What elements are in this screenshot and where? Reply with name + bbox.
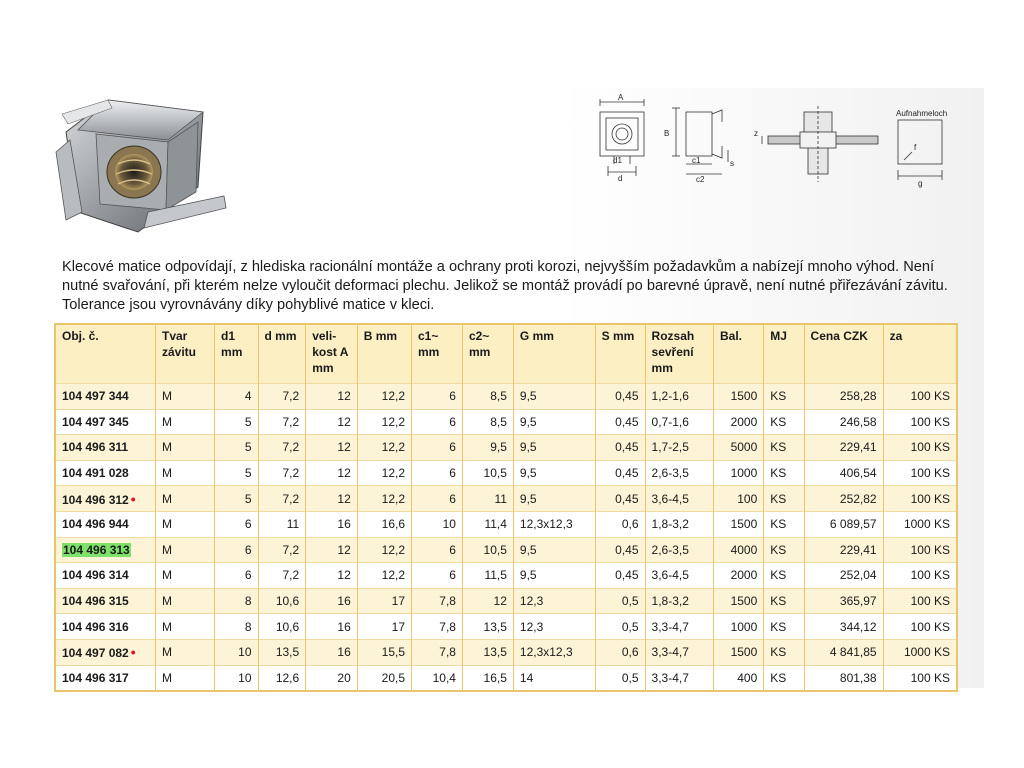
cell-a: 16 [306, 614, 358, 640]
cell-s: 0,45 [595, 537, 645, 563]
cell-g: 9,5 [513, 563, 595, 589]
cell-za: 100 KS [883, 588, 957, 614]
cell-d: 7,2 [258, 537, 306, 563]
cell-s: 0,45 [595, 563, 645, 589]
cell-c2: 10,5 [462, 460, 513, 486]
header-text: sevření [651, 345, 694, 359]
front-view-drawing [600, 99, 644, 176]
cell-cena: 365,97 [804, 588, 883, 614]
cell-c1: 6 [412, 563, 463, 589]
cell-a: 12 [306, 486, 358, 512]
cell-tvar: M [155, 614, 214, 640]
table-row [55, 639, 957, 665]
cell-tvar: M [155, 588, 214, 614]
cell-rozsah: 3,3-4,7 [645, 614, 713, 640]
table-row [55, 665, 957, 691]
cell-mj: KS [764, 563, 804, 589]
cell-d: 10,6 [258, 588, 306, 614]
cell-mj: KS [764, 511, 804, 537]
cell-a: 12 [306, 409, 358, 435]
mounting-hole-drawing [898, 120, 942, 180]
cell-cena: 258,28 [804, 384, 883, 410]
cell-c1: 6 [412, 486, 463, 512]
header-text: G mm [519, 329, 554, 343]
cell-tvar: M [155, 409, 214, 435]
cell-za: 100 KS [883, 537, 957, 563]
table-row [55, 384, 957, 410]
cell-tvar: M [155, 511, 214, 537]
cell-rozsah: 0,7-1,6 [645, 409, 713, 435]
header-text: Rozsah [651, 329, 695, 343]
table-row [55, 460, 957, 486]
label-c1: c1 [692, 156, 701, 165]
cell-code[interactable] [55, 460, 155, 486]
cell-cena: 6 089,57 [804, 511, 883, 537]
cell-g: 9,5 [513, 486, 595, 512]
cell-d: 7,2 [258, 563, 306, 589]
cell-b: 20,5 [357, 665, 411, 691]
order-number[interactable]: 104 496 316 [62, 619, 129, 634]
section-view-drawing [762, 106, 878, 182]
cell-za: 100 KS [883, 665, 957, 691]
cell-d1: 8 [215, 614, 258, 640]
label-c2: c2 [696, 175, 705, 184]
cell-mj: KS [764, 537, 804, 563]
column-header-c2 [462, 324, 513, 384]
cell-code[interactable] [55, 639, 155, 665]
cell-za: 100 KS [883, 384, 957, 410]
cell-s: 0,45 [595, 486, 645, 512]
cell-za: 100 KS [883, 563, 957, 589]
cell-d: 11 [258, 511, 306, 537]
cell-g: 12,3x12,3 [513, 511, 595, 537]
cell-cena: 801,38 [804, 665, 883, 691]
cell-a: 20 [306, 665, 358, 691]
header-text: za [889, 329, 903, 343]
cell-code[interactable] [55, 511, 155, 537]
cell-d: 7,2 [258, 409, 306, 435]
cell-d1: 8 [215, 588, 258, 614]
cell-bal: 1500 [714, 384, 764, 410]
cell-d1: 6 [215, 563, 258, 589]
cell-tvar: M [155, 486, 214, 512]
cell-za: 1000 KS [883, 511, 957, 537]
cell-c1: 6 [412, 460, 463, 486]
order-number[interactable]: 104 496 314 [62, 568, 129, 583]
cell-rozsah: 1,2-1,6 [645, 384, 713, 410]
label-f: f [914, 143, 917, 152]
cell-code[interactable] [55, 537, 155, 563]
order-number[interactable]: 104 491 028 [62, 466, 129, 481]
cell-b: 12,2 [357, 384, 411, 410]
cell-tvar: M [155, 665, 214, 691]
cell-d: 7,2 [258, 486, 306, 512]
cell-za: 100 KS [883, 486, 957, 512]
cell-rozsah: 3,6-4,5 [645, 486, 713, 512]
column-header-bal [714, 324, 764, 384]
cell-mj: KS [764, 409, 804, 435]
cell-c2: 8,5 [462, 384, 513, 410]
cell-rozsah: 3,6-4,5 [645, 563, 713, 589]
label-b: B [664, 129, 670, 138]
cell-rozsah: 1,8-3,2 [645, 511, 713, 537]
header-text: B mm [363, 329, 398, 343]
table-row [55, 486, 957, 512]
new-item-dot-icon: • [130, 644, 136, 661]
cell-s: 0,45 [595, 409, 645, 435]
table-row [55, 511, 957, 537]
cell-bal: 1500 [714, 639, 764, 665]
column-header-b [357, 324, 411, 384]
cell-mj: KS [764, 486, 804, 512]
cell-bal: 1000 [714, 460, 764, 486]
cell-d: 10,6 [258, 614, 306, 640]
cell-bal: 400 [714, 665, 764, 691]
header-text: mm [312, 361, 334, 375]
cell-c1: 10 [412, 511, 463, 537]
cell-c2: 16,5 [462, 665, 513, 691]
cell-a: 16 [306, 639, 358, 665]
cell-b: 12,2 [357, 435, 411, 461]
cell-code[interactable] [55, 563, 155, 589]
label-aufnahmeloch: Aufnahmeloch [896, 109, 948, 118]
column-header-c1 [412, 324, 463, 384]
cell-tvar: M [155, 563, 214, 589]
cell-g: 12,3x12,3 [513, 639, 595, 665]
cell-d: 7,2 [258, 384, 306, 410]
cell-c2: 11 [462, 486, 513, 512]
cell-b: 12,2 [357, 563, 411, 589]
cell-b: 12,2 [357, 409, 411, 435]
column-header-mj [764, 324, 804, 384]
header-text: MJ [770, 329, 787, 343]
cell-code[interactable] [55, 384, 155, 410]
specification-table [54, 323, 958, 692]
product-description [62, 258, 952, 315]
cell-cena: 229,41 [804, 537, 883, 563]
order-number[interactable]: 104 496 312 [62, 492, 129, 507]
column-header-g [513, 324, 595, 384]
cell-c2: 12 [462, 588, 513, 614]
order-number[interactable]: 104 497 345 [62, 414, 129, 429]
cell-mj: KS [764, 384, 804, 410]
header-text: kost A [312, 345, 349, 359]
cell-mj: KS [764, 588, 804, 614]
cell-d1: 5 [215, 409, 258, 435]
cell-s: 0,45 [595, 460, 645, 486]
cell-code[interactable] [55, 665, 155, 691]
table-body [55, 384, 957, 692]
order-number[interactable]: 104 496 944 [62, 517, 129, 532]
cell-bal: 100 [714, 486, 764, 512]
cell-bal: 5000 [714, 435, 764, 461]
header-text: mm [418, 345, 440, 359]
column-header-rozsah [645, 324, 713, 384]
cell-g: 12,3 [513, 588, 595, 614]
cell-g: 12,3 [513, 614, 595, 640]
label-z: z [754, 129, 758, 138]
table-row [55, 409, 957, 435]
header-text: Bal. [720, 329, 743, 343]
cell-c2: 13,5 [462, 614, 513, 640]
header-text: mm [651, 361, 673, 375]
cell-d1: 5 [215, 486, 258, 512]
cell-d: 7,2 [258, 460, 306, 486]
header-text: S mm [601, 329, 635, 343]
cell-d1: 6 [215, 537, 258, 563]
cell-cena: 252,82 [804, 486, 883, 512]
cell-s: 0,45 [595, 435, 645, 461]
cell-c1: 6 [412, 435, 463, 461]
cell-b: 16,6 [357, 511, 411, 537]
cell-rozsah: 1,8-3,2 [645, 588, 713, 614]
cell-b: 15,5 [357, 639, 411, 665]
column-header-d1 [215, 324, 258, 384]
cell-bal: 1000 [714, 614, 764, 640]
cell-d1: 6 [215, 511, 258, 537]
header-text: mm [468, 345, 491, 359]
column-header-d [258, 324, 306, 384]
cell-za: 100 KS [883, 435, 957, 461]
cell-za: 100 KS [883, 460, 957, 486]
cell-a: 12 [306, 537, 358, 563]
cell-c1: 10,4 [412, 665, 463, 691]
cell-za: 100 KS [883, 409, 957, 435]
cell-d1: 5 [215, 460, 258, 486]
column-header-cena [804, 324, 883, 384]
cell-a: 16 [306, 588, 358, 614]
cell-g: 9,5 [513, 384, 595, 410]
cell-mj: KS [764, 435, 804, 461]
order-number[interactable]: 104 496 315 [62, 594, 129, 609]
cell-mj: KS [764, 639, 804, 665]
cell-cena: 229,41 [804, 435, 883, 461]
cell-bal: 1500 [714, 511, 764, 537]
table-header-row [55, 324, 957, 384]
cell-tvar: M [155, 639, 214, 665]
cell-d: 12,6 [258, 665, 306, 691]
cell-d: 7,2 [258, 435, 306, 461]
cell-d1: 4 [215, 384, 258, 410]
cell-c1: 6 [412, 384, 463, 410]
cell-c2: 10,5 [462, 537, 513, 563]
cell-s: 0,6 [595, 639, 645, 665]
cell-g: 9,5 [513, 537, 595, 563]
cell-mj: KS [764, 614, 804, 640]
column-header-za [883, 324, 957, 384]
cell-tvar: M [155, 384, 214, 410]
cell-code[interactable] [55, 486, 155, 512]
cell-b: 12,2 [357, 460, 411, 486]
header-text: mm [221, 345, 243, 359]
header-text: d mm [264, 329, 297, 343]
label-a: A [618, 93, 624, 102]
order-number[interactable]: 104 497 082 [62, 646, 129, 661]
column-header-a [306, 324, 358, 384]
cell-mj: KS [764, 665, 804, 691]
cell-s: 0,5 [595, 614, 645, 640]
cell-cena: 4 841,85 [804, 639, 883, 665]
header-text: c2~ [468, 329, 490, 343]
label-s: s [730, 159, 734, 168]
cell-rozsah: 3,3-4,7 [645, 665, 713, 691]
order-number[interactable]: 104 496 317 [62, 670, 129, 685]
cell-s: 0,5 [595, 665, 645, 691]
cell-a: 12 [306, 563, 358, 589]
cell-a: 12 [306, 460, 358, 486]
header-text: Tvar [161, 329, 188, 343]
header-text: Obj. č. [62, 329, 99, 343]
cell-a: 16 [306, 511, 358, 537]
cell-g: 9,5 [513, 435, 595, 461]
table-row [55, 588, 957, 614]
cell-c1: 7,8 [412, 588, 463, 614]
cell-b: 17 [357, 588, 411, 614]
cell-c1: 7,8 [412, 614, 463, 640]
cage-nut-photo [48, 92, 230, 242]
cell-b: 17 [357, 614, 411, 640]
cell-d1: 5 [215, 435, 258, 461]
cell-c2: 9,5 [462, 435, 513, 461]
cell-rozsah: 3,3-4,7 [645, 639, 713, 665]
cell-d: 13,5 [258, 639, 306, 665]
order-number[interactable]: 104 496 313 [63, 542, 130, 557]
cell-g: 9,5 [513, 409, 595, 435]
label-g: g [918, 179, 923, 188]
table-row [55, 537, 957, 563]
cell-cena: 406,54 [804, 460, 883, 486]
table-row [55, 614, 957, 640]
cell-rozsah: 2,6-3,5 [645, 460, 713, 486]
label-d: d [618, 174, 623, 183]
cell-b: 12,2 [357, 486, 411, 512]
cell-tvar: M [155, 537, 214, 563]
cell-g: 14 [513, 665, 595, 691]
cell-g: 9,5 [513, 460, 595, 486]
cell-tvar: M [155, 435, 214, 461]
header-text: veli- [312, 329, 337, 343]
cell-mj: KS [764, 460, 804, 486]
order-number[interactable]: 104 497 344 [62, 389, 129, 404]
cell-c2: 13,5 [462, 639, 513, 665]
column-header-tvar [155, 324, 214, 384]
cell-cena: 246,58 [804, 409, 883, 435]
cell-c2: 11,5 [462, 563, 513, 589]
cell-s: 0,5 [595, 588, 645, 614]
cell-a: 12 [306, 384, 358, 410]
header-text: závitu [161, 345, 196, 359]
cell-c2: 8,5 [462, 409, 513, 435]
cell-s: 0,45 [595, 384, 645, 410]
cell-rozsah: 2,6-3,5 [645, 537, 713, 563]
cell-d1: 10 [215, 665, 258, 691]
column-header-code [55, 324, 155, 384]
description-text: Klecové matice odpovídají, z hlediska racionální montáže a ochrany proti korozi, nejvyšším požadavkům a nabízejí mnoho výhod. Není nutné svařování, při kterém nelze vyloučit deformaci plechu. Jelikož se montáž provádí po barevné úpravě, není nutné přiřezávání závitu. Tolerance jsou vyrovnávány díky pohyblivé matice v kleci. [62, 259, 948, 313]
column-header-s [595, 324, 645, 384]
header-text: Cena CZK [810, 329, 868, 343]
cell-bal: 4000 [714, 537, 764, 563]
cell-code[interactable] [55, 614, 155, 640]
table-row [55, 563, 957, 589]
cell-tvar: M [155, 460, 214, 486]
order-number[interactable]: 104 496 311 [62, 440, 129, 455]
cell-c1: 6 [412, 409, 463, 435]
cell-za: 100 KS [883, 614, 957, 640]
header-text: c1~ [418, 329, 439, 343]
cell-cena: 344,12 [804, 614, 883, 640]
cell-a: 12 [306, 435, 358, 461]
cell-s: 0,6 [595, 511, 645, 537]
new-item-dot-icon: • [130, 490, 136, 507]
technical-drawings [572, 92, 968, 204]
cell-bal: 2000 [714, 563, 764, 589]
cell-c1: 6 [412, 537, 463, 563]
cell-bal: 1500 [714, 588, 764, 614]
cell-rozsah: 1,7-2,5 [645, 435, 713, 461]
cell-c2: 11,4 [462, 511, 513, 537]
cell-code[interactable] [55, 588, 155, 614]
label-d1: d1 [613, 156, 622, 165]
cell-cena: 252,04 [804, 563, 883, 589]
cell-code[interactable] [55, 435, 155, 461]
table-row [55, 435, 957, 461]
cell-b: 12,2 [357, 537, 411, 563]
cell-code[interactable] [55, 409, 155, 435]
cell-d1: 10 [215, 639, 258, 665]
cell-c1: 7,8 [412, 639, 463, 665]
header-text: d1 [221, 329, 236, 343]
cell-bal: 2000 [714, 409, 764, 435]
cell-za: 1000 KS [883, 639, 957, 665]
